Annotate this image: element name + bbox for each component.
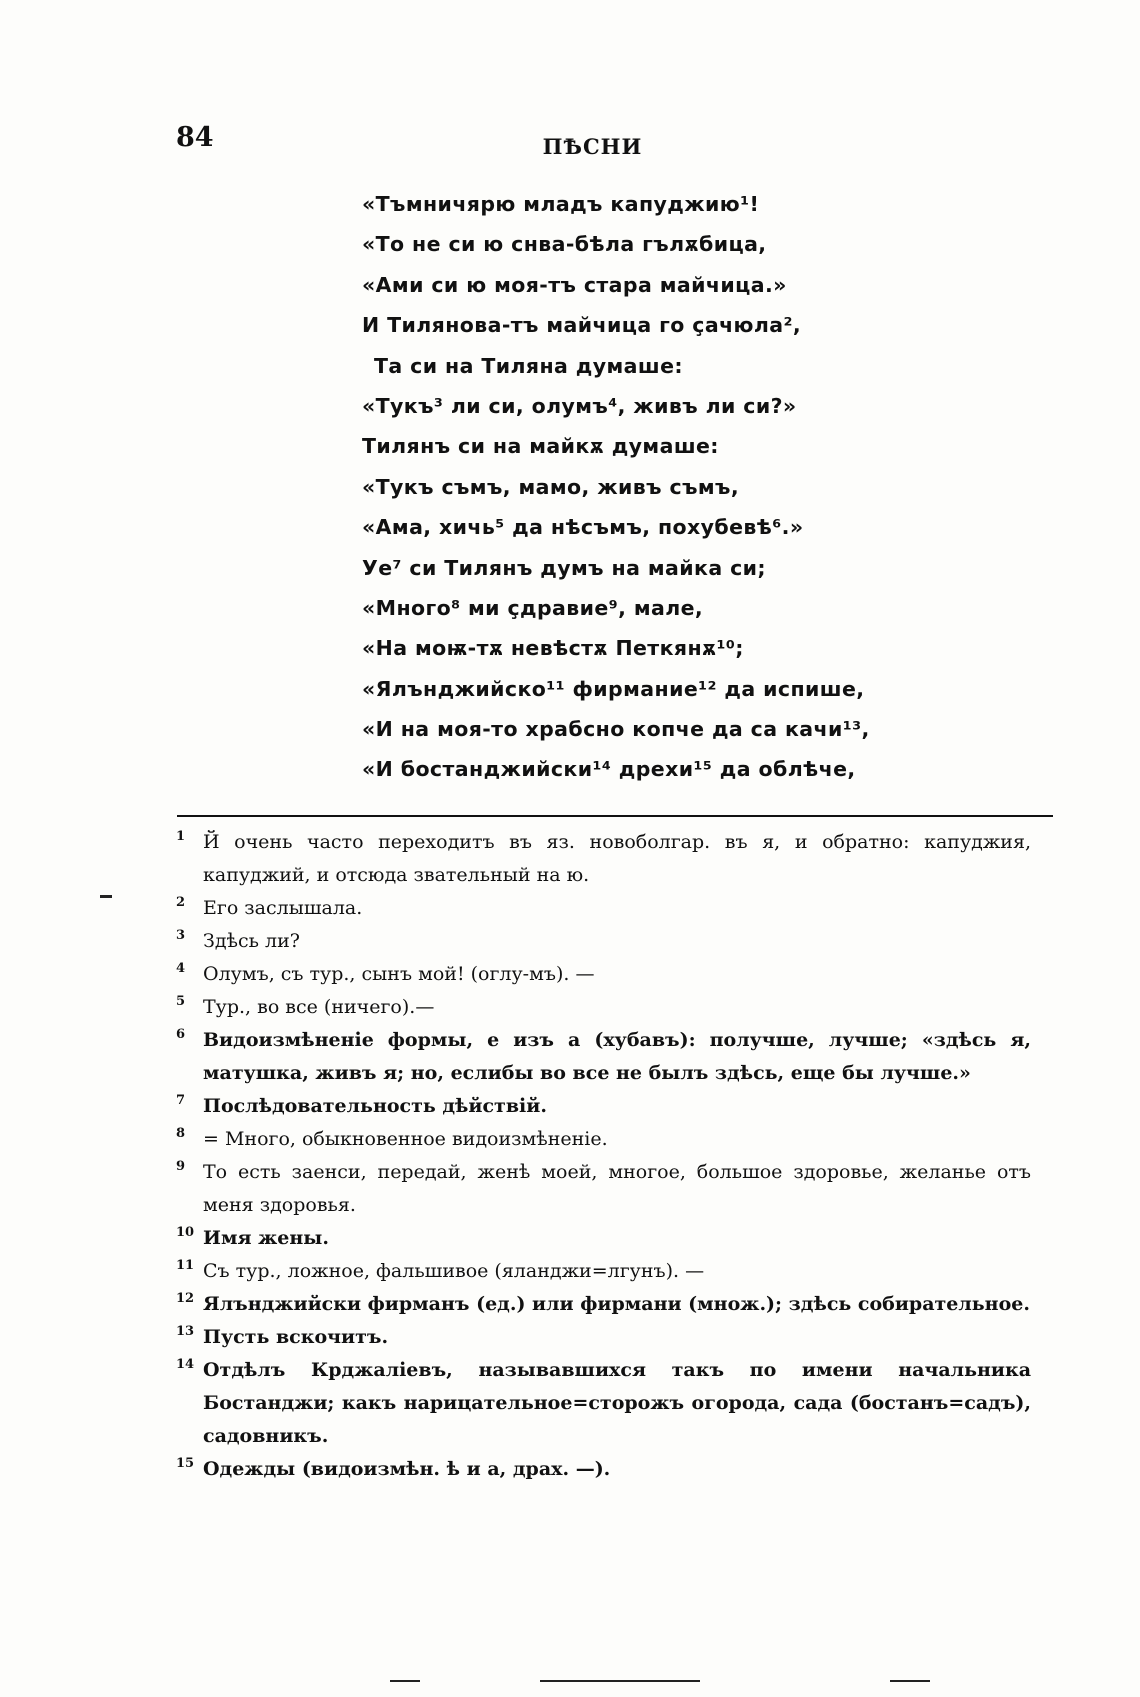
scan-mark [390, 1680, 420, 1682]
footnote-number: 8 [176, 1126, 186, 1141]
footnote-text: Тур., во все (ничего).— [203, 996, 435, 1018]
footnote-number: 10 [176, 1225, 195, 1240]
footnote-text: = Много, обыкновенное видоизмѣненіе. [203, 1128, 608, 1150]
verse-line: «Ялънджийско¹¹ фирмание¹² да испише, [362, 676, 865, 701]
footnote [176, 1255, 1031, 1288]
verse-line: «Ама, хичь⁵ да нѣсъмъ, похубевѣ⁶.» [362, 515, 804, 540]
footnote-number: 12 [176, 1291, 195, 1306]
verse-line: «И на моя-то храбсно копче да са качи¹³, [362, 717, 870, 742]
footnote-number: 1 [176, 829, 186, 844]
footnote-text: Олумъ, съ тур., сынъ мой! (оглу-мъ). — [203, 963, 595, 985]
footnote-number: 11 [176, 1258, 195, 1273]
footnote-number: 6 [176, 1027, 186, 1042]
footnote-number: 3 [176, 928, 186, 943]
footnote-text: Видоизмѣненіе формы, е изъ а (хубавъ): получше, лучше; «здѣсь я, матушка, живъ я; но, еслибы во все не былъ здѣсь, еще бы лучше.» [203, 1029, 1031, 1084]
footnote-number: 4 [176, 961, 186, 976]
footnote [176, 1453, 1031, 1486]
verse-line: «Тукъ съмъ, мамо, живъ съмъ, [362, 474, 740, 499]
footnote [176, 958, 1031, 991]
footnote [176, 1156, 1031, 1222]
footnote-text: Пусть вскочитъ. [203, 1326, 389, 1348]
verse-line: «Ами си ю моя-тъ стара майчица.» [362, 272, 787, 297]
footnote [176, 1222, 1031, 1255]
footnote [176, 1123, 1031, 1156]
scan-mark [100, 895, 112, 898]
footnote-text: То есть заенси, передай, женѣ моей, многое, большое здоровье, желанье отъ меня здоровья. [203, 1161, 1031, 1216]
page-number: 84 [176, 122, 214, 153]
verse-line: Та си на Тиляна думаше: [374, 353, 683, 378]
footnote [176, 991, 1031, 1024]
footnote-number: 9 [176, 1159, 186, 1174]
verse-line: «Много⁸ ми ҫдравие⁹, мале, [362, 595, 704, 620]
footnote-number: 13 [176, 1324, 195, 1339]
footnote-text: Имя жены. [203, 1227, 329, 1249]
footnote-number: 15 [176, 1456, 195, 1471]
verse-line: Тилянъ си на майкѫ думаше: [362, 434, 719, 459]
verse-line: И Тилянова-тъ майчица го ҫачюла², [362, 313, 802, 338]
footnote-text: Послѣдовательность дѣйствій. [203, 1095, 547, 1117]
verse-line: Уе⁷ си Тилянъ думъ на майка си; [362, 555, 767, 580]
footnote-text: Й очень часто переходитъ въ яз. новоболгар. въ я, и обратно: капуджия, капуджий, и отсюда звательный на ю. [203, 831, 1031, 886]
footnote [176, 925, 1031, 958]
verse-line: «На моѭ-тѫ невѣстѫ Петкянѫ¹⁰; [362, 636, 744, 661]
verse-line: «То не си ю снва-бѣла гълѫбица, [362, 232, 767, 257]
footnote-number: 5 [176, 994, 186, 1009]
footnote-number: 7 [176, 1093, 186, 1108]
song-verses [362, 184, 922, 790]
footnote [176, 1024, 1031, 1090]
footnote-text: Одежды (видоизмѣн. ѣ и а, драх. —). [203, 1458, 611, 1480]
footnote-text: Ялънджийски фирманъ (ед.) или фирмани (множ.); здѣсь собирательное. [203, 1293, 1030, 1315]
footnote [176, 1288, 1031, 1321]
verse-line: «И бостанджийски¹⁴ дрехи¹⁵ да облѣче, [362, 757, 856, 782]
footnote-text: Его заслышала. [203, 897, 363, 919]
footnote-text: Здѣсь ли? [203, 930, 300, 952]
scan-mark [540, 1680, 700, 1682]
footnote [176, 826, 1031, 892]
footnote-divider [177, 815, 1053, 817]
footnote-number: 2 [176, 895, 186, 910]
footnote-text: Отдѣлъ Крджаліевъ, называвшихся такъ по имени начальника Бостанджи; какъ нарицательное=сторожъ огорода, сада (бостанъ=садъ), садовникъ. [203, 1359, 1031, 1447]
footnote [176, 1090, 1031, 1123]
footnote [176, 1321, 1031, 1354]
running-title: ПѢСНИ [542, 134, 643, 159]
scan-mark [890, 1680, 930, 1682]
footnote [176, 1354, 1031, 1453]
footnote [176, 892, 1031, 925]
footnote-text: Съ тур., ложное, фальшивое (яланджи=лгунъ). — [203, 1260, 705, 1282]
footnotes [176, 826, 1031, 1486]
footnote-number: 14 [176, 1357, 195, 1372]
verse-line: «Тъмничярю младъ капуджию¹! [362, 192, 760, 216]
verse-line: «Тукъ³ ли си, олумъ⁴, живъ ли си?» [362, 393, 797, 418]
